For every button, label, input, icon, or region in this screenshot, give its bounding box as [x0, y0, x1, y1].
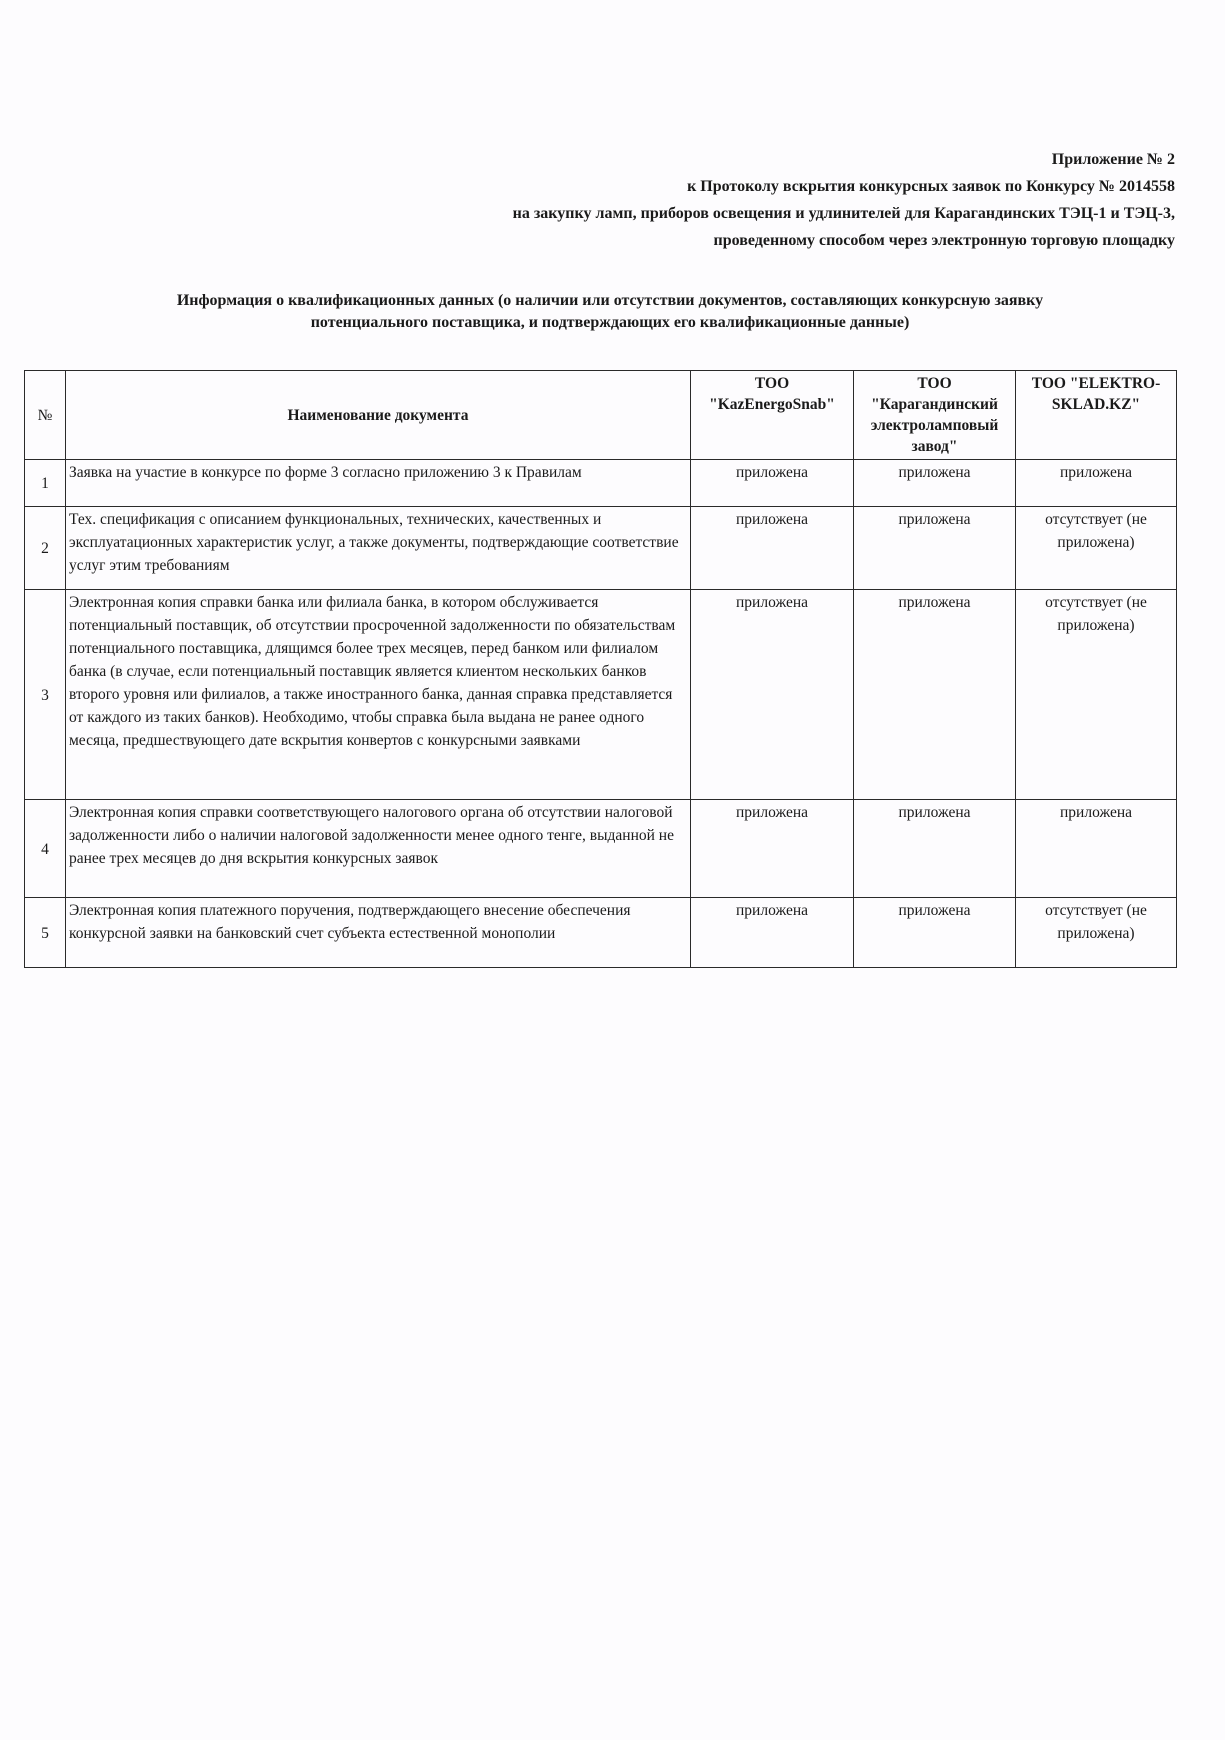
row-number: 1	[25, 460, 66, 507]
row-number: 5	[25, 898, 66, 968]
supplier-3-status: приложена	[1016, 800, 1177, 898]
table-row	[25, 800, 1177, 898]
table-row	[25, 590, 1177, 800]
table-row	[25, 507, 1177, 590]
document-name: Электронная копия справки соответствующего налогового органа об отсутствии налоговой задолженности либо о наличии налоговой задолженности менее одного тенге, выданной не ранее трех месяцев до дня вскрытия конкурсных заявок	[66, 800, 691, 898]
title-line-1: Информация о квалификационных данных (о наличии или отсутствии документов, составляющих конкурсную заявку	[176, 292, 1044, 309]
supplier-2-status: приложена	[854, 507, 1016, 590]
row-number: 3	[25, 590, 66, 800]
supplier-2-status: приложена	[854, 898, 1016, 968]
table-row	[25, 460, 1177, 507]
supplier-2-status: приложена	[854, 590, 1016, 800]
tender-method: проведенному способом через электронную торговую площадку	[713, 232, 1175, 249]
supplier-3-status: приложена	[1016, 460, 1177, 507]
supplier-2-status: приложена	[854, 460, 1016, 507]
supplier-3-status: отсутствует (не приложена)	[1016, 898, 1177, 968]
document-name: Электронная копия платежного поручения, подтверждающего внесение обеспечения конкурсной заявки на банковский счет субъекта естественной монополии	[66, 898, 691, 968]
row-number: 2	[25, 507, 66, 590]
column-header-supplier-1: ТОО "KazEnergoSnab"	[691, 371, 854, 460]
supplier-1-status: приложена	[691, 507, 854, 590]
supplier-1-status: приложена	[691, 898, 854, 968]
title-line-2: потенциального поставщика, и подтверждающих его квалификационные данные)	[310, 314, 910, 331]
supplier-1-status: приложена	[691, 460, 854, 507]
column-header-supplier-3: ТОО "ELEKTRO-SKLAD.KZ"	[1016, 371, 1177, 460]
supplier-2-status: приложена	[854, 800, 1016, 898]
document-name: Электронная копия справки банка или филиала банка, в котором обслуживается потенциальный поставщик, об отсутствии просроченной задолженности по обязательствам потенциального поставщика, длящимся более трех месяцев, перед банком или филиалом банка (в случае, если потенциальный поставщик является клиентом нескольких банков второго уровня или филиалов, а также иностранного банка, данная справка представляется от каждого из таких банков). Необходимо, чтобы справка была выдана не ранее одного месяца, предшествующего дате вскрытия конвертов с конкурсными заявками	[66, 590, 691, 800]
tender-subject: на закупку ламп, приборов освещения и удлинителей для Карагандинских ТЭЦ-1 и ТЭЦ-3,	[512, 205, 1175, 222]
supplier-1-status: приложена	[691, 800, 854, 898]
table-row	[25, 898, 1177, 968]
document-name: Тех. спецификация с описанием функциональных, технических, качественных и эксплуатационных характеристик услуг, а также документы, подтверждающие соответствие услуг этим требованиям	[66, 507, 691, 590]
column-header-document: Наименование документа	[66, 371, 691, 460]
appendix-header	[513, 146, 1175, 254]
table-header-row	[25, 371, 1177, 460]
protocol-reference: к Протоколу вскрытия конкурсных заявок по Конкурсу № 2014558	[687, 178, 1175, 195]
row-number: 4	[25, 800, 66, 898]
document-name: Заявка на участие в конкурсе по форме 3 согласно приложению 3 к Правилам	[66, 460, 691, 507]
column-header-supplier-2: ТОО "Карагандинский электроламповый завод"	[854, 371, 1016, 460]
supplier-1-status: приложена	[691, 590, 854, 800]
supplier-3-status: отсутствует (не приложена)	[1016, 590, 1177, 800]
appendix-number: Приложение № 2	[1051, 151, 1175, 168]
supplier-3-status: отсутствует (не приложена)	[1016, 507, 1177, 590]
document-title	[60, 290, 1160, 334]
column-header-number: №	[25, 371, 66, 460]
qualification-table	[24, 370, 1177, 968]
